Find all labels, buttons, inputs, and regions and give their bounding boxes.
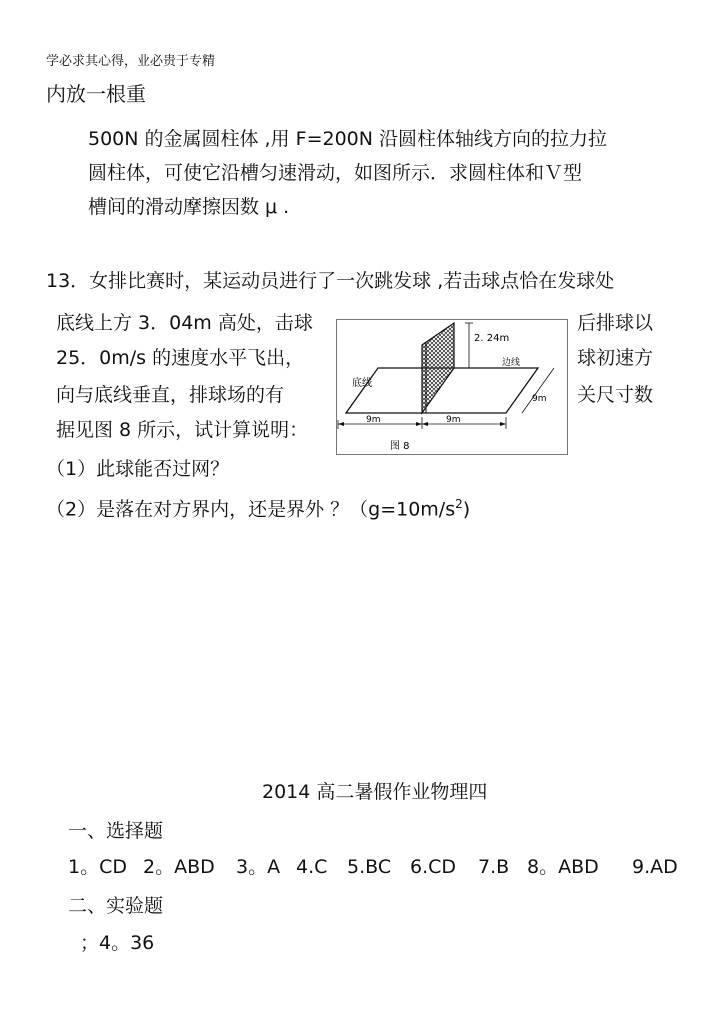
answers-section-experiment: 二、实验题 [68,895,164,917]
choice-answer-9: 9.AD [632,856,678,878]
answers-section-choice: 一、选择题 [68,820,164,842]
dimension-depth-label: 9m [532,394,547,404]
q12-line1: 内放一根重 [46,82,146,106]
q13-sub2-suffix: ) [462,498,471,521]
volleyball-court-figure [336,319,568,455]
header-motto: 学必求其心得，业必贵于专精 [46,54,216,69]
baseline-label: 底线 [352,378,372,389]
q13-left2: 25．0m/s 的速度水平飞出， [56,347,305,369]
choice-answer-8: 8。ABD [527,856,599,878]
net-height-label: 2. 24m [474,333,510,344]
dimension-right-label: 9m [446,415,461,425]
choice-answer-2: 2。ABD [143,856,215,878]
q13-sub2 [46,498,470,519]
choice-answer-6: 6.CD [410,856,457,878]
q13-left3: 向与底线垂直，排球场的有 [56,384,285,406]
q12-line3: 圆柱体，可使它沿槽匀速滑动，如图所示．求圆柱体和Ｖ型 [88,162,583,184]
sideline-label: 边线 [502,358,521,368]
q12-line4: 槽间的滑动摩擦因数 μ . [88,196,290,218]
choice-answer-5: 5.BC [347,856,392,878]
q13-right1: 后排球以 [577,312,654,334]
choice-answer-7: 7.B [478,856,510,878]
q13-line1: 13．女排比赛时，某运动员进行了一次跳发球 ,若击球点恰在发球处 [46,270,615,292]
q13-left4: 据见图 8 所示，试计算说明： [56,419,309,441]
q13-sub2-exponent: 2 [455,497,463,511]
choice-answer-4: 4.C [296,856,328,878]
q13-right2: 球初速方 [577,347,654,369]
q13-left1: 底线上方 3．04m 高处，击球 [56,312,313,334]
dimension-left-label: 9m [366,415,381,425]
experiment-answer: ；4。36 [80,932,155,954]
q12-line2: 500N 的金属圆柱体 ,用 F=200N 沿圆柱体轴线方向的拉力拉 [88,128,608,150]
answers-title: 2014 高二暑假作业物理四 [262,781,488,803]
q13-sub1: （1）此球能否过网？ [46,458,230,480]
choice-answer-1: 1。CD [68,856,127,878]
choice-answer-3: 3。A [236,856,281,878]
q13-sub2-prefix: （2）是落在对方界内，还是界外 ？（g=10m/s [46,498,456,521]
figure-caption: 图 8 [390,441,410,452]
q13-right3: 关尺寸数 [577,384,654,406]
